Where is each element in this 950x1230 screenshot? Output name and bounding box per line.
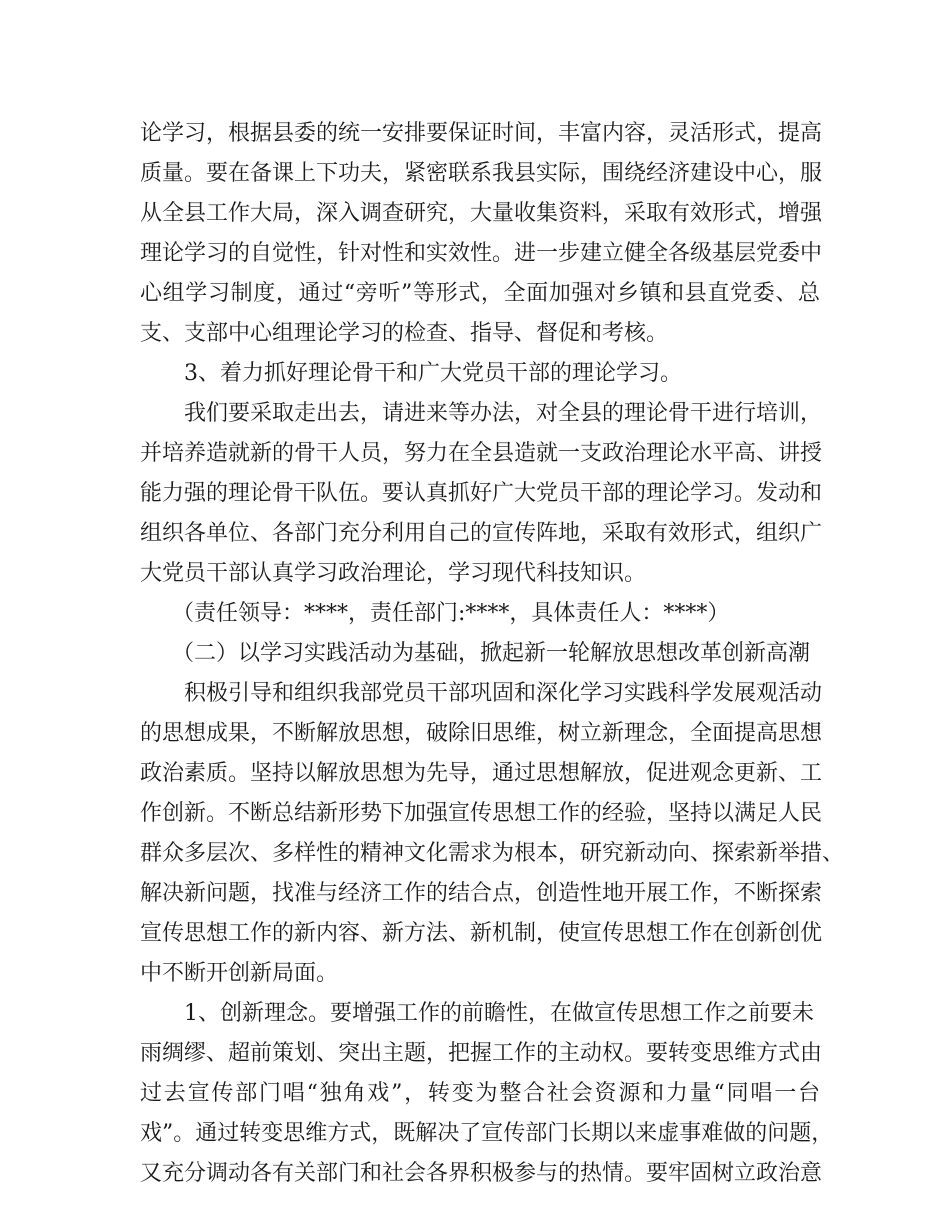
text-line: 积极引导和组织我部党员干部巩固和深化学习实践科学发展观活动 bbox=[184, 681, 823, 706]
text-line: 我们要采取走出去，请进来等办法，对全县的理论骨干进行培训， bbox=[184, 401, 823, 426]
text-line: 群众多层次、多样性的精神文化需求为根本，研究新动向、探索新举措、 bbox=[140, 841, 845, 866]
text-line: 支、支部中心组理论学习的检查、指导、督促和考核。 bbox=[140, 321, 669, 346]
text-line: 解决新问题，找准与经济工作的结合点，创造性地开展工作，不断探索 bbox=[140, 881, 823, 906]
text-line: 组织各单位、各部门充分利用自己的宣传阵地，采取有效形式，组织广 bbox=[140, 521, 823, 546]
text-line: 雨绸缪、超前策划、突出主题，把握工作的主动权。要转变思维方式由 bbox=[140, 1041, 823, 1066]
section-heading: （二）以学习实践活动为基础，掀起新一轮解放思想改革创新高潮 bbox=[172, 641, 811, 666]
text-line: 过去宣传部门唱“独角戏”，转变为整合社会资源和力量“同唱一台 bbox=[140, 1081, 820, 1106]
section-heading: 1、创新理念。要增强工作的前瞻性，在做宣传思想工作之前要未 bbox=[184, 1001, 814, 1026]
text-line: 论学习，根据县委的统一安排要保证时间，丰富内容，灵活形式，提高 bbox=[140, 121, 823, 146]
text-line: 作创新。不断总结新形势下加强宣传思想工作的经验，坚持以满足人民 bbox=[140, 801, 823, 826]
text-line: 大党员干部认真学习政治理论，学习现代科技知识。 bbox=[140, 561, 647, 586]
document-body bbox=[140, 114, 845, 1194]
responsibility-note: （责任领导：****，责任部门:****，具体责任人：****） bbox=[172, 601, 730, 626]
text-line: 宣传思想工作的新内容、新方法、新机制，使宣传思想工作在创新创优 bbox=[140, 921, 823, 946]
text-line: 质量。要在备课上下功夫，紧密联系我县实际，围绕经济建设中心，服 bbox=[140, 161, 823, 186]
text-line: 中不断开创新局面。 bbox=[140, 961, 339, 986]
text-line: 戏”。通过转变思维方式，既解决了宣传部门长期以来虚事难做的问题， bbox=[140, 1121, 834, 1146]
text-line: 又充分调动各有关部门和社会各界积极参与的热情。要牢固树立政治意 bbox=[140, 1161, 823, 1186]
text-line: 政治素质。坚持以解放思想为先导，通过思想解放，促进观念更新、工 bbox=[140, 761, 823, 786]
text-line: 的思想成果，不断解放思想，破除旧思维，树立新理念，全面提高思想 bbox=[140, 721, 823, 746]
text-line: 从全县工作大局，深入调查研究，大量收集资料，采取有效形式，增强 bbox=[140, 201, 823, 226]
text-line: 理论学习的自觉性，针对性和实效性。进一步建立健全各级基层党委中 bbox=[140, 241, 823, 266]
text-line: 能力强的理论骨干队伍。要认真抓好广大党员干部的理论学习。发动和 bbox=[140, 481, 823, 506]
text-line: 并培养造就新的骨干人员，努力在全县造就一支政治理论水平高、讲授 bbox=[140, 441, 823, 466]
text-line: 心组学习制度，通过“旁听”等形式，全面加强对乡镇和县直党委、总 bbox=[140, 281, 820, 306]
section-heading: 3、着力抓好理论骨干和广大党员干部的理论学习。 bbox=[184, 361, 682, 386]
